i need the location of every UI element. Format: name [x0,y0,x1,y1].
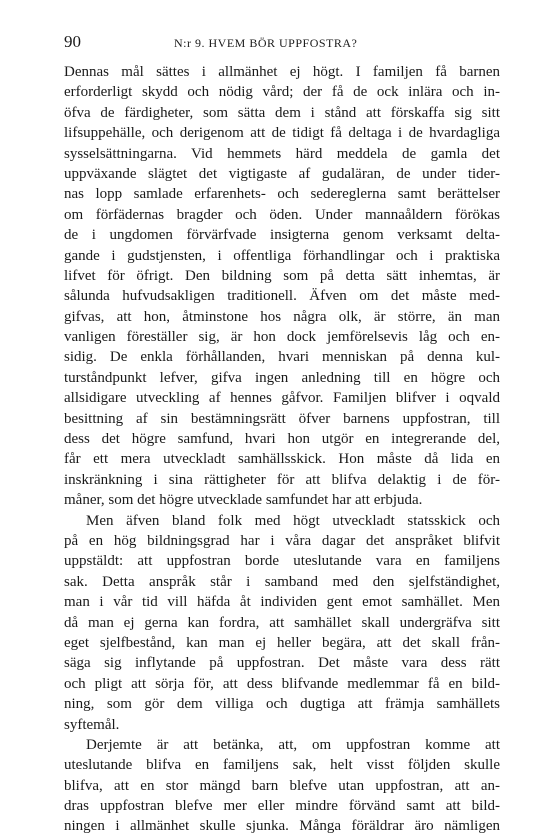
text-line: uppstäldt: att uppfostran borde uteslutande vara en familjens [64,553,500,570]
text-line: gande i gudstjensten, i offentliga förhandlingar och i praktiska [64,247,500,264]
text-line: blifva, att en stor mängd barn blefve utan uppfostran, att an- [64,777,500,794]
text-line: Derjemte är att betänka, att, om uppfostran komme att [86,736,500,753]
text-line: nas lopp samlade erfarenhets- och sedereglerna samt berättelser [64,186,500,203]
text-line: då man ej gerna kan fordra, att samhället skall undergräfva sitt [64,614,500,631]
text-line: säga sig inflytande på uppfostran. Det måste vara dess rätt [64,655,500,672]
page-header [64,32,500,56]
text-line: på en hög bildningsgrad har i våra dagar det anspråket blifvit [64,532,500,549]
text-line: ningen i allmänhet skulle sjunka. Många föräldrar äro nämligen [64,818,500,835]
text-line: öfva de färdigheter, som sätta dem i stånd att förskaffa sig sitt [64,104,500,121]
page-number: 90 [64,32,81,51]
text-line: dras uppfostran blefve mer eller mindre förvänd samt att bild- [64,798,500,815]
text-line: syftemål. [64,716,120,733]
text-line: måner, som det högre utvecklade samfundet har att erbjuda. [64,492,423,509]
body-text [64,62,500,837]
text-line: sysselsättningarna. Vid hemmets härd meddela de gamla det [64,145,500,162]
text-line: Men äfven bland folk med högt utveckladt statsskick och [86,512,500,529]
text-line: turståndpunkt lefver, gifva ingen anledning till en högre och [64,369,500,386]
text-line: sidig. De enkla förhållanden, hvari menniskan på denna kul- [64,349,500,366]
text-line: inskränkning i sina rättigheter för att blifva delaktig i de för- [64,471,500,488]
text-line: lifvet för öfrigt. Den bildning som på detta sätt inhemtas, är [64,267,500,284]
text-line: erforderligt skydd och nödig vård; der få de ock inlära och in- [64,84,500,101]
text-line: eget sjelfbestånd, kan man ej heller begära, att det skall från- [64,634,500,651]
text-line: sak. Detta anspråk står i samband med den sjelfständighet, [64,573,500,590]
text-line: sålunda hufvudsakligen traditionell. Äfven om det måste med- [64,288,500,305]
text-line: och pligt att sörja för, att dess blifvande medlemmar få en bild- [64,675,500,692]
text-line: man i vår tid vill häfda åt individen gent emot samhället. Men [64,594,500,611]
text-line: dess det högre samfund, hvari hon utgör en integrerande del, [64,431,500,448]
text-line: ning, som gör dem villiga och dugtiga att främja samhällets [64,696,500,713]
text-line: de i ungdomen förvärfvade insigterna genom verksamt delta- [64,227,500,244]
running-title: N:r 9. HVEM BÖR UPPFOSTRA? [174,36,358,50]
text-line: vanligen föreställer sig, är hon dock jemförelsevis låg och en- [64,329,500,346]
text-line: Dennas mål sättes i allmänhet ej högt. I familjen få barnen [64,64,500,80]
text-line: lifsuppehälle, och derigenom att de tidigt få deltaga i de hvardagliga [64,125,500,142]
text-line: får ett mera utveckladt samhällsskick. Hon måste då lida en [64,451,500,468]
text-line: gifvas, att hon, åtminstone hos några olk, är större, än man [64,308,500,325]
text-line: allsidigare utveckling af hennes gåfvor. Familjen blifver i oqvald [64,390,500,407]
text-line: uteslutande blifva en familjens sak, helt visst följden skulle [64,757,500,774]
text-line: uppväxande slägtet det vigtigaste af gudaläran, de under tider- [64,165,500,182]
text-line: om förfädernas bragder och öden. Under mannaåldern förökas [64,206,500,223]
text-line: besittning af sin bestämningsrätt öfver barnens uppfostran, till [64,410,500,427]
